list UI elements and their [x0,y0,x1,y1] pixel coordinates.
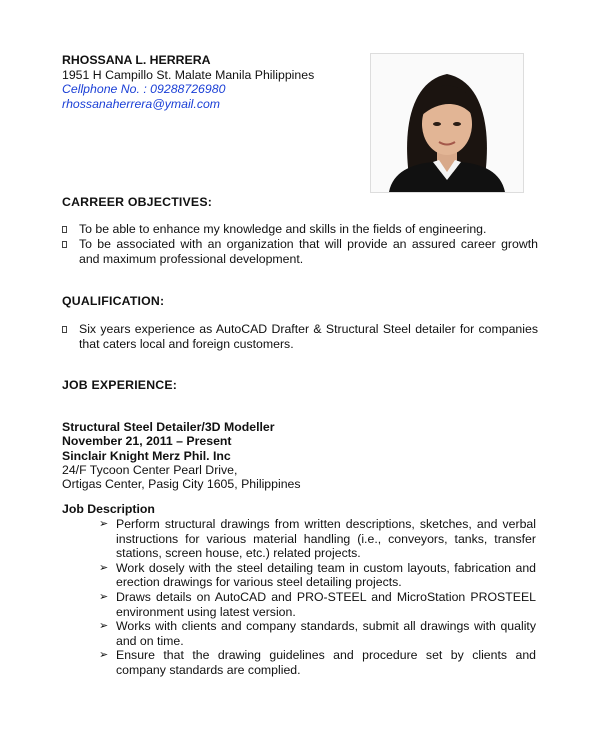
qualification-list [62,322,538,352]
list-item-text: Draws details on AutoCAD and PRO-STEEL and MicroStation PROSTEEL environment using latest version. [116,589,536,619]
list-item-text: Work dosely with the steel detailing team in custom layouts, fabrication and erection drawings for various steel detailing projects. [116,560,536,590]
list-item-text: Six years experience as AutoCAD Drafter & Structural Steel detailer for companies that caters local and foreign customers. [79,322,538,351]
company-address-line2: Ortigas Center, Pasig City 1605, Philippines [62,477,301,492]
profile-photo [370,53,524,193]
email-address: rhossanaherrera@ymail.com [62,96,221,111]
list-item [99,619,536,648]
job-description-heading: Job Description [62,502,155,516]
list-item [99,590,536,619]
arrow-bullet-icon: ➢ [99,590,109,603]
arrow-bullet-icon: ➢ [99,561,109,574]
list-item-text: Ensure that the drawing guidelines and procedure set by clients and company standards are complied. [116,648,536,677]
job-duties-list [99,517,536,678]
company-name: Sinclair Knight Merz Phil. Inc [62,448,231,463]
arrow-bullet-icon: ➢ [99,620,109,633]
arrow-bullet-icon: ➢ [99,649,109,662]
list-item-text: To be able to enhance my knowledge and skills in the fields of engineering. [79,222,487,236]
list-item-text: To be associated with an organization that will provide an assured career growth and maximum professional development. [79,237,538,266]
company-address-line1: 24/F Tycoon Center Pearl Drive, [62,462,238,477]
list-item [99,517,536,561]
applicant-name: RHOSSANA L. HERRERA [62,53,211,67]
list-item [62,237,538,267]
arrow-bullet-icon: ➢ [99,518,109,530]
square-bullet-icon [62,326,67,333]
list-item [62,322,538,352]
qualification-heading: QUALIFICATION: [62,294,165,308]
phone-number: Cellphone No. : 09288726980 [62,82,226,96]
profile-photo-illustration [371,54,523,192]
career-objectives-list [62,222,538,267]
job-dates: November 21, 2011 – Present [62,434,232,449]
list-item [99,648,536,677]
address: 1951 H Campillo St. Malate Manila Philippines [62,67,315,82]
header [62,53,314,111]
square-bullet-icon [62,241,67,248]
list-item-text: Works with clients and company standards, submit all drawings with quality and on time. [116,619,536,648]
list-item [62,222,538,237]
career-objectives-heading: CARREER OBJECTIVES: [62,195,213,209]
job-entry [62,420,301,491]
job-experience-heading: JOB EXPERIENCE: [62,378,178,392]
list-item [99,561,536,590]
job-position: Structural Steel Detailer/3D Modeller [62,420,275,434]
list-item-text: Perform structural drawings from written descriptions, sketches, and verbal instructions for various material handling (i.e., conveyors, tanks, transfer stations, screen house, etc.) related projects. [116,517,536,561]
square-bullet-icon [62,226,67,233]
